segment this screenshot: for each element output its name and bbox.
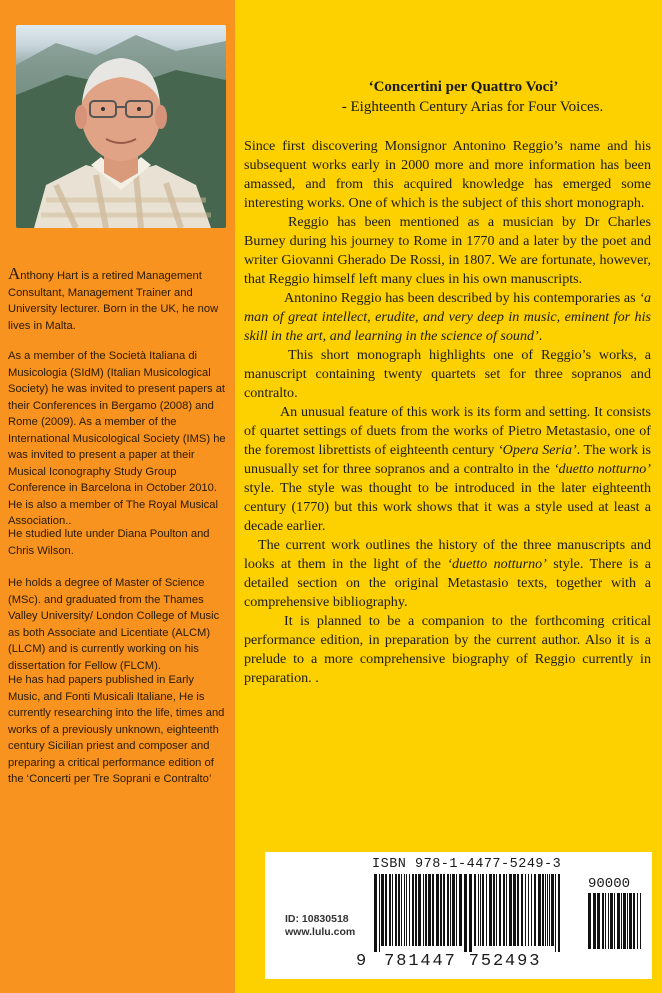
barcode-bar xyxy=(456,874,457,946)
barcode-bar xyxy=(486,874,487,946)
barcode-bar xyxy=(547,874,548,946)
barcode-bar xyxy=(542,874,544,946)
barcode-bar xyxy=(392,874,393,946)
barcode-bar xyxy=(597,893,600,949)
barcode-bar xyxy=(474,874,476,946)
isbn-digit-first: 9 xyxy=(356,952,369,971)
barcode-bar xyxy=(499,874,501,946)
barcode-bar xyxy=(398,874,400,946)
blurb xyxy=(244,137,651,688)
barcode-bar xyxy=(629,893,632,949)
barcode-bar xyxy=(447,874,449,946)
blurb-italic: ‘Opera Seria’ xyxy=(497,442,577,458)
barcode-bar xyxy=(534,874,536,946)
barcode-bar xyxy=(555,874,556,952)
blurb-quote: ‘a man of great intellect, erudite, and very deep in music, eminent for his skill in the art, and learning in the science of sound’ xyxy=(244,290,651,344)
barcode-bar xyxy=(415,874,417,946)
isbn-digits-left: 781447 xyxy=(384,952,457,971)
barcode-bar xyxy=(605,893,606,949)
barcode-bar xyxy=(443,874,445,946)
barcode-bar xyxy=(545,874,546,946)
blurb-paragraph xyxy=(244,403,651,536)
title-block xyxy=(235,78,662,118)
barcode-bar xyxy=(627,893,628,949)
barcode-addon-icon xyxy=(586,893,644,955)
barcode-bar xyxy=(525,874,526,946)
lulu-id xyxy=(285,913,355,939)
barcode-bar xyxy=(496,874,497,946)
barcode-bar xyxy=(379,874,380,952)
blurb-text: The current work outlines the history of the three manuscripts and looks at them in the light of the xyxy=(244,537,651,572)
lulu-id-label: ID: 10830518 xyxy=(285,913,349,925)
barcode-bar xyxy=(482,874,484,946)
blurb-text: . xyxy=(538,328,543,344)
barcode-bar xyxy=(588,893,591,949)
barcode-bar xyxy=(549,874,550,946)
barcode-bar xyxy=(633,893,635,949)
bio-dropcap: A xyxy=(8,264,21,283)
barcode-bar xyxy=(558,874,560,952)
barcode-bar xyxy=(389,874,391,946)
barcode-bar xyxy=(423,874,424,946)
barcode-bar xyxy=(521,874,523,946)
blurb-italic: ‘duetto notturno’ xyxy=(447,556,547,572)
barcode-bar xyxy=(428,874,431,946)
barcode-bar xyxy=(425,874,427,946)
barcode-bar xyxy=(464,874,467,952)
barcode-bar xyxy=(401,874,402,946)
barcode-bar xyxy=(478,874,479,946)
isbn-digits xyxy=(356,952,541,971)
barcode-bar xyxy=(610,893,613,949)
isbn-label: ISBN 978-1-4477-5249-3 xyxy=(372,857,562,872)
barcode-bar xyxy=(409,874,410,946)
blurb-paragraph: It is planned to be a companion to the forthcoming critical performance edition, in preparation by the current author. Also it is a prelude to a more comprehensive biography of Reggio currently in preparation. . xyxy=(244,613,651,686)
barcode-bar xyxy=(637,893,638,949)
barcode-bar xyxy=(531,874,532,946)
blurb-italic: ‘duetto notturno’ xyxy=(553,461,651,477)
barcode-bar xyxy=(617,893,620,949)
barcode-bar xyxy=(432,874,434,946)
blurb-text: style. The style was thought to be introduced in the later eighteenth century (1770) but this work shows that it was a style used at least a decade earlier. xyxy=(244,480,651,534)
barcode-bar xyxy=(381,874,384,946)
book-title: ‘Concertini per Quattro Voci’ xyxy=(368,79,559,95)
barcode-bar xyxy=(459,874,462,946)
blurb-text: . The work is unusually set for three sopranos and a contralto in the xyxy=(244,442,651,477)
blurb-paragraph xyxy=(244,536,651,612)
barcode-bar xyxy=(503,874,505,946)
blurb-text: style. There is a detailed section on the original Metastasio texts, together with a comprehensive bibliography. xyxy=(244,556,651,610)
bio-p1-text: nthony Hart is a retired Management Consultant, Management Trainer and University lecturer. Born in the UK, he now lives in Malta. xyxy=(8,270,219,332)
blurb-text: An unusual feature of this work is its form and setting. It consists of quartet settings of duets from the works of Pietro Metastasio, one of the foremost librettists of eighteenth century xyxy=(244,404,651,458)
barcode-bar xyxy=(452,874,455,946)
barcode-main-icon xyxy=(372,874,577,954)
barcode-bar xyxy=(480,874,481,946)
blurb-paragraph: Reggio has been mentioned as a musician by Dr Charles Burney during his journey to Rome in 1770 and a later by the poet and writer Giovanni Gherado De Rossi, in 1807. We are fortunate, however, that Reggio himself left many clues in his own manuscripts. xyxy=(244,214,651,287)
barcode-bar xyxy=(418,874,421,946)
barcode-bar xyxy=(493,874,495,946)
barcode-bar xyxy=(404,874,405,946)
barcode-bar xyxy=(593,893,596,949)
barcode-bar xyxy=(621,893,622,949)
barcode-bar xyxy=(406,874,407,946)
barcode-bar xyxy=(440,874,442,946)
barcode-bar xyxy=(640,893,641,949)
barcode-bar xyxy=(395,874,397,946)
isbn-digits-right: 752493 xyxy=(468,952,542,971)
lulu-site: www.lulu.com xyxy=(285,926,356,938)
barcode-bar xyxy=(506,874,507,946)
barcode-bar xyxy=(489,874,492,946)
barcode-bar xyxy=(412,874,414,946)
bio-paragraph-2: As a member of the Società Italiana di Musicologia (SIdM) (Italian Musicological Society) he was invited to present papers at their Conferences in Bergamo (2008) and Rome (2009). As a member of the International Musicological Society (IMS) he was invited to present a paper at their Musical Iconography Study Group Conference in Barcelona in October 2010. He is also a member of The Royal Musical Association.. xyxy=(8,350,226,527)
barcode-bar xyxy=(385,874,387,946)
blurb-paragraph xyxy=(244,289,651,346)
barcode-bar xyxy=(602,893,604,949)
bio-paragraph-5: He has had papers published in Early Music, and Fonti Musicali Italiane, He is currently researching into the life, times and works of a previously unknown, eighteenth century Sicilian priest and composer and preparing a critical performance edition of the ‘Concerti per Tre Soprani e Contralto’ xyxy=(8,674,225,785)
barcode-bar xyxy=(623,893,626,949)
barcode-bar xyxy=(538,874,541,946)
bio-paragraph-4: He holds a degree of Master of Science (MSc). and graduated from the Thames Valley University/ London College of Music as both Associate and Licentiate (ALCM) (LLCM) and is currently working on his dissertation for Fellow (FLCM). xyxy=(8,577,220,672)
barcode-bar xyxy=(509,874,512,946)
barcode-bar xyxy=(528,874,529,946)
bio-paragraph-1 xyxy=(8,266,228,334)
book-subtitle: - Eighteenth Century Arias for Four Voices. xyxy=(341,99,604,115)
barcode-bar xyxy=(513,874,516,946)
barcode-bar xyxy=(517,874,519,946)
barcode-box xyxy=(265,852,652,979)
barcode-bar xyxy=(450,874,451,946)
blurb-paragraph: Since first discovering Monsignor Antonino Reggio’s name and his subsequent works early in 2000 more and more information has been amassed, and from this acquired knowledge has emerged some interesting works. One of which is the subject of this short monograph. xyxy=(244,138,651,211)
blurb-text: Antonino Reggio has been described by his contemporaries as xyxy=(284,290,640,306)
author-photo xyxy=(16,25,226,228)
barcode-bar xyxy=(551,874,554,946)
price-code: 90000 xyxy=(588,876,631,892)
bio-paragraph-3: He studied lute under Diana Poulton and Chris Wilson. xyxy=(8,528,210,557)
barcode-bar xyxy=(436,874,439,946)
barcode-bar xyxy=(469,874,472,952)
blurb-paragraph: This short monograph highlights one of Reggio’s works, a manuscript containing twenty quartets set for three sopranos and contralto. xyxy=(244,347,651,401)
barcode-bar xyxy=(374,874,377,952)
barcode-bar xyxy=(614,893,615,949)
barcode-bar xyxy=(608,893,609,949)
